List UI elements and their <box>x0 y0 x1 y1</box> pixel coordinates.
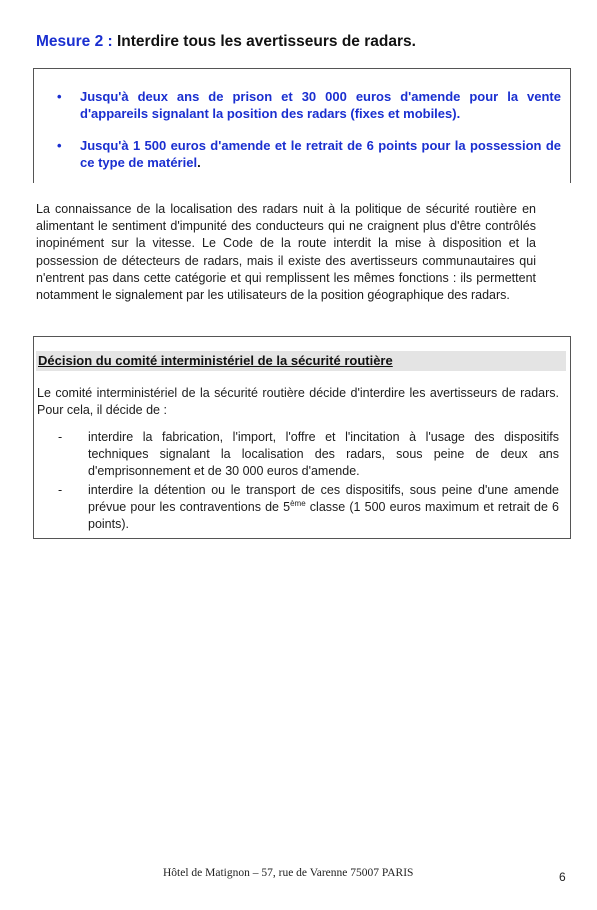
decision-intro: Le comité interministériel de la sécurité routière décide d'interdire les avertisseurs de radars. Pour cela, il décide de : <box>37 386 559 417</box>
measure-text: Jusqu'à deux ans de prison et 30 000 euros d'amende pour la vente d'appareils signalant la position des radars (fixes et mobiles). <box>80 89 561 121</box>
decision-item-text-after: classe (1 500 euros maximum et retrait de 6 points). <box>88 500 559 531</box>
decision-item <box>58 482 559 533</box>
decision-item-text: interdire la fabrication, l'import, l'offre et l'incitation à l'usage des dispositifs techniques signalant la localisation des radars, sous peine de deux ans d'emprisonnement et de 30 000 euros d'amende. <box>88 430 559 478</box>
decision-box <box>33 336 571 539</box>
bullet-icon: • <box>57 89 62 104</box>
dash-icon: - <box>58 483 63 497</box>
measure-label: Mesure 2 : <box>36 33 113 50</box>
measure-text-end: . <box>197 155 201 170</box>
bullet-icon: • <box>57 138 62 153</box>
measure-text-main: Jusqu'à 1 500 euros d'amende et le retrait de 6 points pour la possession de ce type de matériel <box>80 138 561 170</box>
decision-item-text <box>58 482 559 533</box>
measure-title: Interdire tous les avertisseurs de radars. <box>116 33 416 50</box>
measure-item <box>58 88 561 122</box>
measure-heading <box>36 33 416 51</box>
measure-text <box>58 137 561 171</box>
context-paragraph: La connaissance de la localisation des radars nuit à la politique de sécurité routière en alimentant le sentiment d'impunité des conducteurs qui ne craignent plus d'être contrôlés inopinément sur la vitesse. Le Code de la route interdit la mise à disposition et la possession de détecteurs de radars, mais il existe des avertisseurs communautaires qui n'entrent pas dans cette catégorie et qui remplissent les mêmes fonctions : ils permettent notamment le signalement par les utilisateurs de la position géographique des radars. <box>36 202 536 303</box>
superscript: ème <box>290 498 306 508</box>
dash-icon: - <box>58 430 63 444</box>
footer-address: Hôtel de Matignon – 57, rue de Varenne 75007 PARIS <box>163 867 414 879</box>
decision-title: Décision du comité interministériel de la sécurité routière <box>36 351 566 371</box>
measure-box <box>33 68 571 183</box>
decision-item <box>58 429 559 480</box>
measure-item <box>58 137 561 171</box>
decision-item-text-before: interdire la détention ou le transport de ces dispositifs, sous peine d'une amende prévue pour les contraventions de 5 <box>88 483 559 514</box>
page-number: 6 <box>559 870 566 884</box>
